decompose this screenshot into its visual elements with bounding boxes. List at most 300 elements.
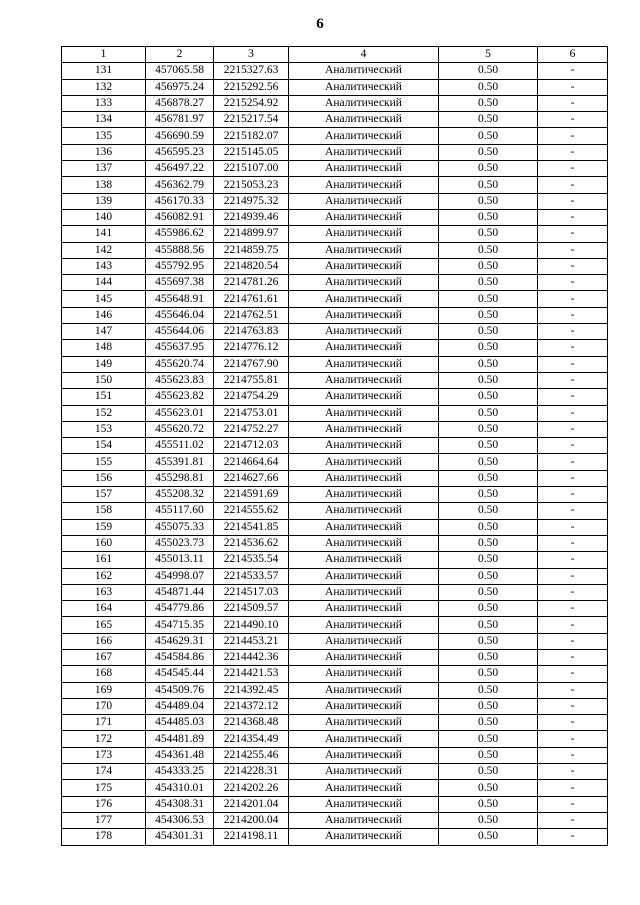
table-row	[62, 421, 608, 437]
point-number-cell: 137	[62, 161, 146, 177]
point-number-cell: 175	[62, 780, 146, 796]
point-number-cell: 163	[62, 584, 146, 600]
point-number-cell: 177	[62, 812, 146, 828]
table-row	[62, 666, 608, 682]
y-coordinate-cell: 2214368.48	[214, 715, 289, 731]
coordinates-table	[61, 46, 608, 846]
point-number-cell: 160	[62, 535, 146, 551]
note-cell: -	[538, 584, 608, 600]
y-coordinate-cell: 2214763.83	[214, 324, 289, 340]
note-cell: -	[538, 764, 608, 780]
accuracy-cell: 0.50	[439, 291, 538, 307]
accuracy-cell: 0.50	[439, 780, 538, 796]
x-coordinate-cell: 456690.59	[146, 128, 214, 144]
table-row	[62, 731, 608, 747]
note-cell: -	[538, 731, 608, 747]
method-cell: Аналитический	[289, 389, 439, 405]
x-coordinate-cell: 454998.07	[146, 568, 214, 584]
note-cell: -	[538, 438, 608, 454]
table-row	[62, 633, 608, 649]
y-coordinate-cell: 2214202.26	[214, 780, 289, 796]
x-coordinate-cell: 454584.86	[146, 649, 214, 665]
point-number-cell: 143	[62, 258, 146, 274]
method-cell: Аналитический	[289, 780, 439, 796]
accuracy-cell: 0.50	[439, 275, 538, 291]
x-coordinate-cell: 455646.04	[146, 307, 214, 323]
note-cell: -	[538, 324, 608, 340]
method-cell: Аналитический	[289, 617, 439, 633]
x-coordinate-cell: 455623.01	[146, 405, 214, 421]
accuracy-cell: 0.50	[439, 128, 538, 144]
x-coordinate-cell: 454779.86	[146, 601, 214, 617]
x-coordinate-cell: 455023.73	[146, 535, 214, 551]
x-coordinate-cell: 454361.48	[146, 747, 214, 763]
accuracy-cell: 0.50	[439, 584, 538, 600]
y-coordinate-cell: 2214200.04	[214, 812, 289, 828]
note-cell: -	[538, 470, 608, 486]
note-cell: -	[538, 209, 608, 225]
point-number-cell: 141	[62, 226, 146, 242]
table-row	[62, 226, 608, 242]
y-coordinate-cell: 2214421.53	[214, 666, 289, 682]
method-cell: Аналитический	[289, 128, 439, 144]
y-coordinate-cell: 2214975.32	[214, 193, 289, 209]
accuracy-cell: 0.50	[439, 829, 538, 845]
x-coordinate-cell: 457065.58	[146, 63, 214, 79]
table-row	[62, 682, 608, 698]
y-coordinate-cell: 2214541.85	[214, 519, 289, 535]
point-number-cell: 166	[62, 633, 146, 649]
table-row	[62, 144, 608, 160]
accuracy-cell: 0.50	[439, 389, 538, 405]
point-number-cell: 168	[62, 666, 146, 682]
table-row	[62, 812, 608, 828]
y-coordinate-cell: 2214753.01	[214, 405, 289, 421]
note-cell: -	[538, 193, 608, 209]
point-number-cell: 151	[62, 389, 146, 405]
method-cell: Аналитический	[289, 633, 439, 649]
y-coordinate-cell: 2214555.62	[214, 503, 289, 519]
accuracy-cell: 0.50	[439, 747, 538, 763]
y-coordinate-cell: 2214761.61	[214, 291, 289, 307]
x-coordinate-cell: 454308.31	[146, 796, 214, 812]
accuracy-cell: 0.50	[439, 421, 538, 437]
x-coordinate-cell: 456170.33	[146, 193, 214, 209]
accuracy-cell: 0.50	[439, 731, 538, 747]
method-cell: Аналитический	[289, 829, 439, 845]
method-cell: Аналитический	[289, 340, 439, 356]
point-number-cell: 161	[62, 552, 146, 568]
accuracy-cell: 0.50	[439, 535, 538, 551]
table-row	[62, 568, 608, 584]
x-coordinate-cell: 454485.03	[146, 715, 214, 731]
point-number-cell: 147	[62, 324, 146, 340]
point-number-cell: 146	[62, 307, 146, 323]
method-cell: Аналитический	[289, 193, 439, 209]
accuracy-cell: 0.50	[439, 519, 538, 535]
x-coordinate-cell: 455637.95	[146, 340, 214, 356]
accuracy-cell: 0.50	[439, 698, 538, 714]
y-coordinate-cell: 2214762.51	[214, 307, 289, 323]
y-coordinate-cell: 2214754.29	[214, 389, 289, 405]
method-cell: Аналитический	[289, 226, 439, 242]
point-number-cell: 170	[62, 698, 146, 714]
accuracy-cell: 0.50	[439, 112, 538, 128]
table-row	[62, 829, 608, 845]
x-coordinate-cell: 455391.81	[146, 454, 214, 470]
y-coordinate-cell: 2214490.10	[214, 617, 289, 633]
point-number-cell: 148	[62, 340, 146, 356]
note-cell: -	[538, 552, 608, 568]
x-coordinate-cell: 454301.31	[146, 829, 214, 845]
point-number-cell: 131	[62, 63, 146, 79]
point-number-cell: 156	[62, 470, 146, 486]
accuracy-cell: 0.50	[439, 209, 538, 225]
y-coordinate-cell: 2214712.03	[214, 438, 289, 454]
column-header: 3	[214, 47, 289, 63]
x-coordinate-cell: 454489.04	[146, 698, 214, 714]
note-cell: -	[538, 649, 608, 665]
point-number-cell: 152	[62, 405, 146, 421]
table-row	[62, 340, 608, 356]
x-coordinate-cell: 456781.97	[146, 112, 214, 128]
point-number-cell: 157	[62, 487, 146, 503]
y-coordinate-cell: 2214198.11	[214, 829, 289, 845]
table-row	[62, 470, 608, 486]
method-cell: Аналитический	[289, 796, 439, 812]
y-coordinate-cell: 2214939.46	[214, 209, 289, 225]
accuracy-cell: 0.50	[439, 682, 538, 698]
point-number-cell: 138	[62, 177, 146, 193]
table-row	[62, 454, 608, 470]
accuracy-cell: 0.50	[439, 340, 538, 356]
method-cell: Аналитический	[289, 503, 439, 519]
column-header: 6	[538, 47, 608, 63]
method-cell: Аналитический	[289, 307, 439, 323]
note-cell: -	[538, 747, 608, 763]
point-number-cell: 132	[62, 79, 146, 95]
method-cell: Аналитический	[289, 242, 439, 258]
table-row	[62, 715, 608, 731]
note-cell: -	[538, 617, 608, 633]
method-cell: Аналитический	[289, 258, 439, 274]
table-row	[62, 698, 608, 714]
method-cell: Аналитический	[289, 177, 439, 193]
point-number-cell: 142	[62, 242, 146, 258]
table-row	[62, 356, 608, 372]
y-coordinate-cell: 2214533.57	[214, 568, 289, 584]
table-row	[62, 649, 608, 665]
accuracy-cell: 0.50	[439, 715, 538, 731]
table-row	[62, 503, 608, 519]
accuracy-cell: 0.50	[439, 307, 538, 323]
point-number-cell: 145	[62, 291, 146, 307]
point-number-cell: 171	[62, 715, 146, 731]
x-coordinate-cell: 454509.76	[146, 682, 214, 698]
note-cell: -	[538, 601, 608, 617]
accuracy-cell: 0.50	[439, 95, 538, 111]
note-cell: -	[538, 177, 608, 193]
note-cell: -	[538, 372, 608, 388]
y-coordinate-cell: 2214591.69	[214, 487, 289, 503]
method-cell: Аналитический	[289, 649, 439, 665]
table-row	[62, 177, 608, 193]
x-coordinate-cell: 455511.02	[146, 438, 214, 454]
method-cell: Аналитический	[289, 291, 439, 307]
accuracy-cell: 0.50	[439, 812, 538, 828]
x-coordinate-cell: 456975.24	[146, 79, 214, 95]
table-row	[62, 780, 608, 796]
accuracy-cell: 0.50	[439, 372, 538, 388]
x-coordinate-cell: 454306.53	[146, 812, 214, 828]
accuracy-cell: 0.50	[439, 454, 538, 470]
y-coordinate-cell: 2214372.12	[214, 698, 289, 714]
method-cell: Аналитический	[289, 112, 439, 128]
accuracy-cell: 0.50	[439, 796, 538, 812]
note-cell: -	[538, 161, 608, 177]
x-coordinate-cell: 456878.27	[146, 95, 214, 111]
accuracy-cell: 0.50	[439, 144, 538, 160]
accuracy-cell: 0.50	[439, 258, 538, 274]
method-cell: Аналитический	[289, 812, 439, 828]
note-cell: -	[538, 503, 608, 519]
table-row	[62, 291, 608, 307]
y-coordinate-cell: 2214517.03	[214, 584, 289, 600]
y-coordinate-cell: 2214820.54	[214, 258, 289, 274]
method-cell: Аналитический	[289, 324, 439, 340]
y-coordinate-cell: 2214755.81	[214, 372, 289, 388]
point-number-cell: 173	[62, 747, 146, 763]
table-row	[62, 324, 608, 340]
y-coordinate-cell: 2215327.63	[214, 63, 289, 79]
table-row	[62, 519, 608, 535]
point-number-cell: 144	[62, 275, 146, 291]
column-header: 1	[62, 47, 146, 63]
y-coordinate-cell: 2214536.62	[214, 535, 289, 551]
note-cell: -	[538, 698, 608, 714]
method-cell: Аналитический	[289, 95, 439, 111]
method-cell: Аналитический	[289, 747, 439, 763]
table-row	[62, 584, 608, 600]
accuracy-cell: 0.50	[439, 617, 538, 633]
point-number-cell: 136	[62, 144, 146, 160]
accuracy-cell: 0.50	[439, 79, 538, 95]
x-coordinate-cell: 455075.33	[146, 519, 214, 535]
note-cell: -	[538, 715, 608, 731]
point-number-cell: 162	[62, 568, 146, 584]
method-cell: Аналитический	[289, 666, 439, 682]
note-cell: -	[538, 812, 608, 828]
y-coordinate-cell: 2214767.90	[214, 356, 289, 372]
point-number-cell: 139	[62, 193, 146, 209]
note-cell: -	[538, 405, 608, 421]
point-number-cell: 133	[62, 95, 146, 111]
column-header: 2	[146, 47, 214, 63]
method-cell: Аналитический	[289, 63, 439, 79]
method-cell: Аналитический	[289, 698, 439, 714]
note-cell: -	[538, 275, 608, 291]
table-row	[62, 242, 608, 258]
y-coordinate-cell: 2215182.07	[214, 128, 289, 144]
x-coordinate-cell: 454871.44	[146, 584, 214, 600]
point-number-cell: 135	[62, 128, 146, 144]
method-cell: Аналитический	[289, 764, 439, 780]
table-row	[62, 552, 608, 568]
point-number-cell: 134	[62, 112, 146, 128]
x-coordinate-cell: 455620.74	[146, 356, 214, 372]
table-row	[62, 79, 608, 95]
accuracy-cell: 0.50	[439, 487, 538, 503]
note-cell: -	[538, 307, 608, 323]
point-number-cell: 165	[62, 617, 146, 633]
x-coordinate-cell: 455208.32	[146, 487, 214, 503]
accuracy-cell: 0.50	[439, 356, 538, 372]
x-coordinate-cell: 456082.91	[146, 209, 214, 225]
header-row	[62, 47, 608, 63]
page-number: 6	[316, 16, 324, 32]
y-coordinate-cell: 2214228.31	[214, 764, 289, 780]
point-number-cell: 154	[62, 438, 146, 454]
note-cell: -	[538, 63, 608, 79]
y-coordinate-cell: 2214453.21	[214, 633, 289, 649]
y-coordinate-cell: 2214752.27	[214, 421, 289, 437]
accuracy-cell: 0.50	[439, 552, 538, 568]
table-row	[62, 405, 608, 421]
method-cell: Аналитический	[289, 552, 439, 568]
method-cell: Аналитический	[289, 487, 439, 503]
x-coordinate-cell: 454481.89	[146, 731, 214, 747]
method-cell: Аналитический	[289, 682, 439, 698]
point-number-cell: 140	[62, 209, 146, 225]
y-coordinate-cell: 2214627.66	[214, 470, 289, 486]
method-cell: Аналитический	[289, 601, 439, 617]
accuracy-cell: 0.50	[439, 161, 538, 177]
point-number-cell: 155	[62, 454, 146, 470]
method-cell: Аналитический	[289, 519, 439, 535]
method-cell: Аналитический	[289, 731, 439, 747]
accuracy-cell: 0.50	[439, 764, 538, 780]
table-row	[62, 63, 608, 79]
accuracy-cell: 0.50	[439, 324, 538, 340]
accuracy-cell: 0.50	[439, 666, 538, 682]
note-cell: -	[538, 112, 608, 128]
x-coordinate-cell: 455620.72	[146, 421, 214, 437]
note-cell: -	[538, 829, 608, 845]
table-row	[62, 389, 608, 405]
note-cell: -	[538, 568, 608, 584]
table-row	[62, 372, 608, 388]
accuracy-cell: 0.50	[439, 601, 538, 617]
method-cell: Аналитический	[289, 209, 439, 225]
table-row	[62, 535, 608, 551]
note-cell: -	[538, 79, 608, 95]
method-cell: Аналитический	[289, 405, 439, 421]
y-coordinate-cell: 2214664.64	[214, 454, 289, 470]
note-cell: -	[538, 780, 608, 796]
point-number-cell: 172	[62, 731, 146, 747]
x-coordinate-cell: 454333.25	[146, 764, 214, 780]
x-coordinate-cell: 456497.22	[146, 161, 214, 177]
table-row	[62, 161, 608, 177]
point-number-cell: 176	[62, 796, 146, 812]
y-coordinate-cell: 2215053.23	[214, 177, 289, 193]
x-coordinate-cell: 455623.82	[146, 389, 214, 405]
point-number-cell: 164	[62, 601, 146, 617]
y-coordinate-cell: 2215217.54	[214, 112, 289, 128]
accuracy-cell: 0.50	[439, 193, 538, 209]
y-coordinate-cell: 2215254.92	[214, 95, 289, 111]
table-row	[62, 193, 608, 209]
y-coordinate-cell: 2214201.04	[214, 796, 289, 812]
table-row	[62, 796, 608, 812]
note-cell: -	[538, 535, 608, 551]
accuracy-cell: 0.50	[439, 649, 538, 665]
column-header: 5	[439, 47, 538, 63]
note-cell: -	[538, 454, 608, 470]
x-coordinate-cell: 455298.81	[146, 470, 214, 486]
table-body	[62, 63, 608, 845]
table-row	[62, 307, 608, 323]
method-cell: Аналитический	[289, 421, 439, 437]
y-coordinate-cell: 2215145.05	[214, 144, 289, 160]
note-cell: -	[538, 682, 608, 698]
table-row	[62, 95, 608, 111]
accuracy-cell: 0.50	[439, 438, 538, 454]
method-cell: Аналитический	[289, 144, 439, 160]
accuracy-cell: 0.50	[439, 633, 538, 649]
note-cell: -	[538, 226, 608, 242]
note-cell: -	[538, 242, 608, 258]
x-coordinate-cell: 455986.62	[146, 226, 214, 242]
column-header: 4	[289, 47, 439, 63]
table-row	[62, 275, 608, 291]
note-cell: -	[538, 666, 608, 682]
note-cell: -	[538, 796, 608, 812]
method-cell: Аналитический	[289, 584, 439, 600]
method-cell: Аналитический	[289, 79, 439, 95]
table-row	[62, 209, 608, 225]
note-cell: -	[538, 633, 608, 649]
y-coordinate-cell: 2214535.54	[214, 552, 289, 568]
x-coordinate-cell: 454715.35	[146, 617, 214, 633]
note-cell: -	[538, 128, 608, 144]
point-number-cell: 159	[62, 519, 146, 535]
method-cell: Аналитический	[289, 161, 439, 177]
x-coordinate-cell: 455697.38	[146, 275, 214, 291]
y-coordinate-cell: 2215292.56	[214, 79, 289, 95]
note-cell: -	[538, 258, 608, 274]
accuracy-cell: 0.50	[439, 63, 538, 79]
table-row	[62, 747, 608, 763]
method-cell: Аналитический	[289, 535, 439, 551]
point-number-cell: 178	[62, 829, 146, 845]
note-cell: -	[538, 421, 608, 437]
note-cell: -	[538, 291, 608, 307]
table-row	[62, 438, 608, 454]
point-number-cell: 167	[62, 649, 146, 665]
note-cell: -	[538, 95, 608, 111]
table-row	[62, 617, 608, 633]
accuracy-cell: 0.50	[439, 503, 538, 519]
method-cell: Аналитический	[289, 438, 439, 454]
x-coordinate-cell: 455623.83	[146, 372, 214, 388]
y-coordinate-cell: 2214354.49	[214, 731, 289, 747]
table-row	[62, 764, 608, 780]
x-coordinate-cell: 456362.79	[146, 177, 214, 193]
accuracy-cell: 0.50	[439, 242, 538, 258]
accuracy-cell: 0.50	[439, 405, 538, 421]
note-cell: -	[538, 144, 608, 160]
